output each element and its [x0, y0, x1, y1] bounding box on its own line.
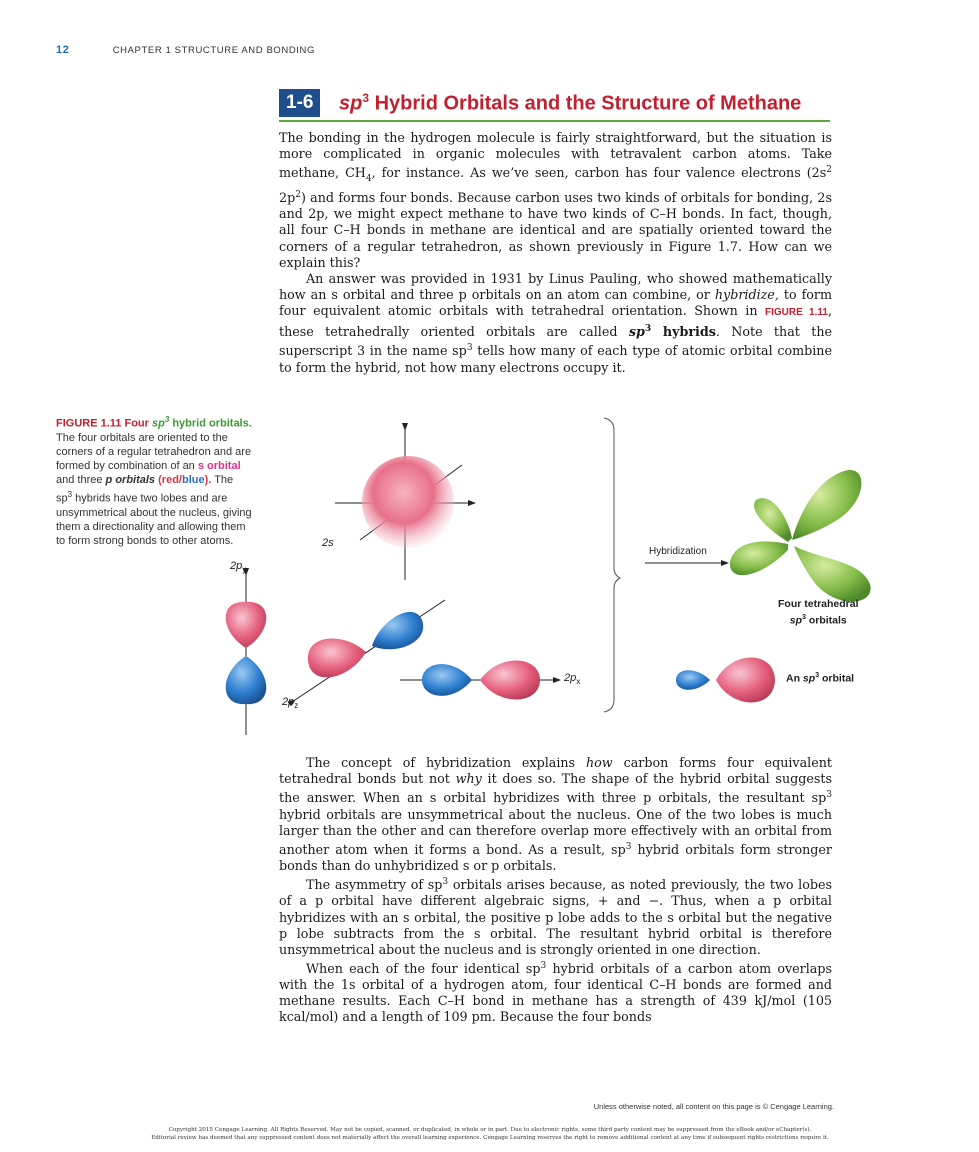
- paragraph-4: The asymmetry of $sp^3$ orbitals arises because, as noted previously, the two lobes of a p orbital have different algebraic signs, + and −. Thus, when a p orbital hybridizes with an s orbital, the positive p lobe adds to the s orbital but the negative p lobe subtracts from the s orbital. The resultant hybrid orbital is therefore unsymmetrical about the nucleus and is strongly oriented in one direction.: [279, 877, 832, 957]
- section-heading: [279, 88, 830, 122]
- sp3-lobe-right: [794, 546, 871, 602]
- label-an-sp3-orbital: An $sp^3$ orbital: [786, 672, 855, 685]
- paragraph-5: When each of the four identical $sp^3$ hybrid orbitals of a carbon atom overlaps with the 1s orbital of a hydrogen atom, four identical C–H bonds are formed and methane results. Each C–H bond in methane has a strength of 439 kJ/mol (105 kcal/mol) and a length of 109 pm. Because the four bonds: [279, 960, 833, 1025]
- pz-orbital-group: [295, 600, 445, 700]
- label-four-tetrahedral: Four tetrahedral $sp^3$ orbitals: [778, 598, 859, 627]
- single-sp3-orbital-group: [676, 658, 775, 703]
- figure-label: FIGURE 1.11: [56, 417, 122, 430]
- paragraph-1: The bonding in the hydrogen molecule is fairly straightforward, but the situation is more complicated in organic molecules with tetravalent carbon atoms. Take methane, $CH_4$, for instance. As we’ve seen, carbon has four valence electrons ($2s^2$ $2p^2$) and forms four bonds. Because carbon uses two kinds of orbitals for bonding, 2s and 2p, we might expect methane to have two kinds of C–H bonds. In fact, though, all four C–H bonds in methane are identical and are spatially oriented toward the corners of a regular tetrahedron, as shown previously in Figure 1.7. How can we explain this?: [279, 130, 832, 270]
- sp3-small-lobe: [676, 670, 710, 690]
- paragraph-2: An answer was provided in 1931 by Linus Pauling, who showed mathematically how an s orbital and three p orbitals on an atom can combine, or hybridize, to form four equivalent atomic orbitals with tetrahedral orientation. Shown in FIGURE 1.11, these tetrahedrally oriented orbitals are called $sp^3$ hybrids. Note that the superscript 3 in the name $sp^3$ tells how many of each type of atomic orbital combine to form the hybrid, not how many electrons occupy it.: [279, 270, 833, 375]
- running-header: [56, 44, 315, 56]
- orbital-illustration: [200, 410, 900, 740]
- section-title: $sp^3$ Hybrid Orbitals and the Structure of Methane: [339, 91, 802, 115]
- sp3-lobe-left: [730, 541, 788, 575]
- label-2pz: $2p_z$: [282, 696, 299, 711]
- text-block-bottom: [279, 755, 832, 1025]
- pz-lower-lobe: [308, 639, 366, 678]
- grouping-bracket: [604, 418, 620, 712]
- label-2s: 2s: [322, 537, 334, 549]
- py-orbital-group: [226, 575, 267, 735]
- label-2py: $2p_y$: [230, 560, 247, 575]
- page-number: 12: [56, 44, 70, 56]
- s-orbital-group: [335, 430, 475, 580]
- s-orbital-sphere: [362, 456, 454, 548]
- section-number: 1-6: [279, 89, 320, 117]
- sp3-lobe-small: [754, 498, 792, 542]
- pz-upper-lobe: [372, 612, 423, 649]
- figure-reference: FIGURE 1.11: [765, 306, 828, 318]
- paragraph-3: The concept of hybridization explains how carbon forms four equivalent tetrahedral bonds but not why it does so. The shape of the hybrid orbital suggests the answer. When an s orbital hybridizes with three p orbitals, the resultant $sp^3$ hybrid orbitals are unsymmetrical about the nucleus. One of the two lobes is much larger than the other and can therefore overlap more effectively with an orbital from another atom when it forms a bond. As a result, $sp^3$ hybrid orbitals form stronger bonds than do unhybridized s or p orbitals.: [279, 755, 832, 874]
- chapter-title: CHAPTER 1 STRUCTURE AND BONDING: [112, 45, 315, 56]
- label-2px: $2p_x$: [564, 672, 581, 687]
- px-orbital-group: [400, 660, 560, 699]
- content-credit: Unless otherwise noted, all content on this page is © Cengage Learning.: [593, 1102, 834, 1111]
- tetrahedral-orbitals-group: [730, 470, 871, 602]
- figure-caption: FIGURE 1.11 Four $sp^3$ hybrid orbitals. The four orbitals are oriented to the corners of a regular tetrahedron and are formed by combination of an s orbital and three p orbitals (red/blue). The $sp^3$ hybrids have two lobes and are unsymmetrical about the nucleus, giving them a directionality and allowing them to form strong bonds to other atoms.: [56, 415, 252, 547]
- py-upper-lobe: [226, 602, 267, 648]
- label-hybridization: Hybridization: [649, 546, 707, 557]
- px-left-lobe: [422, 664, 472, 696]
- copyright-notice: Copyright 2015 Cengage Learning. All Rights Reserved. May not be copied, scanned, or duplicated, in whole or in part. Due to electronic rights, some third party content may be suppressed from the eBook and/or eChapter(s). Editorial review has deemed that any suppressed content does not materially affect the overall learning experience. Cengage Learning reserves the right to remove additional content at any time if subsequent rights restrictions require it.: [151, 1127, 829, 1141]
- figure-1-11: [200, 410, 900, 740]
- sp3-lobe-top: [792, 470, 861, 540]
- px-right-lobe: [480, 660, 540, 699]
- sp3-large-lobe: [716, 658, 775, 703]
- py-lower-lobe: [226, 656, 267, 704]
- text-block-top: [279, 130, 832, 376]
